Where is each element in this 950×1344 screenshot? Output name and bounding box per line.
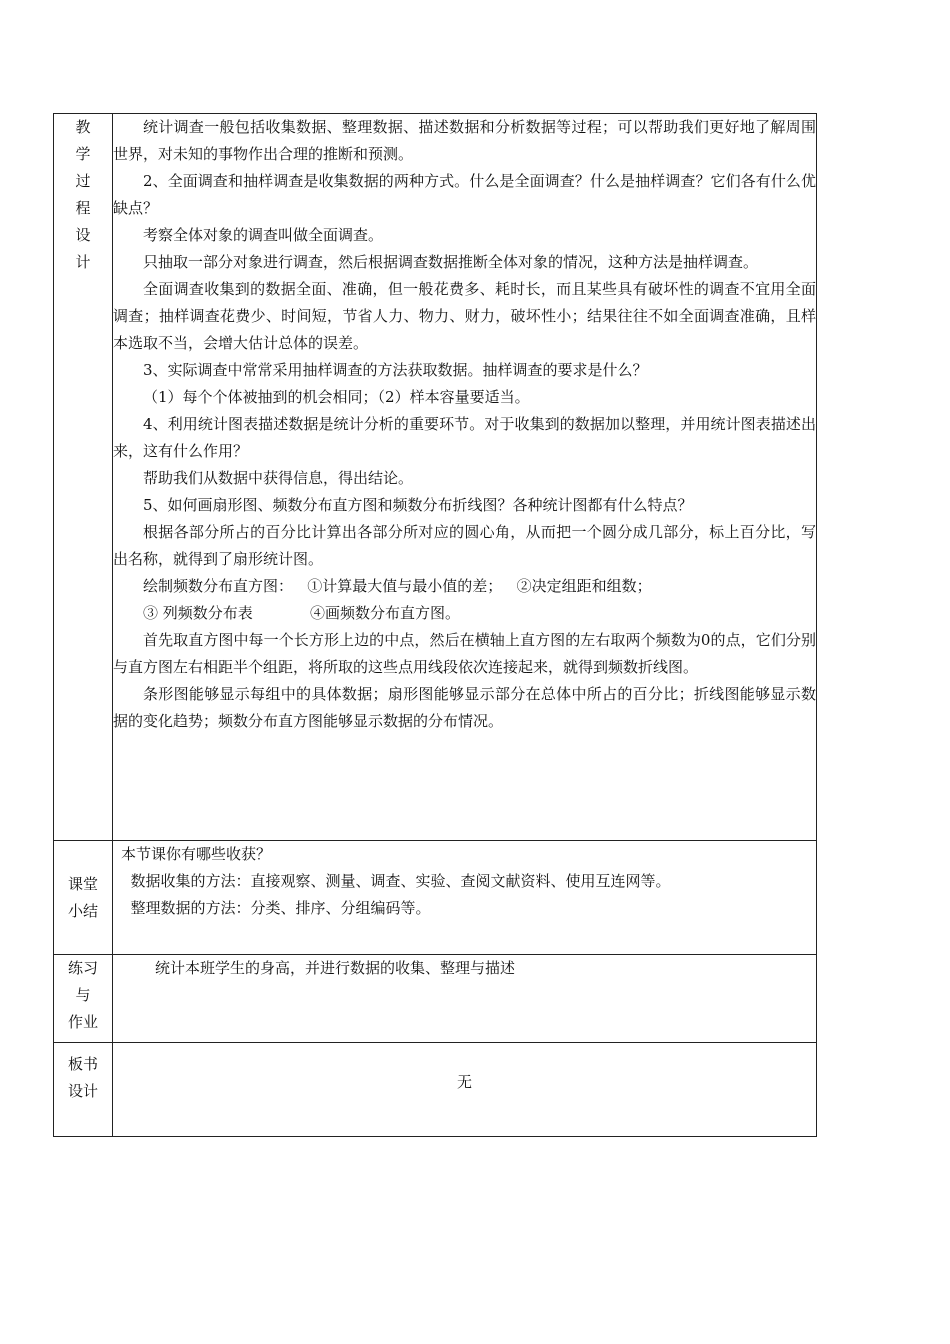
- board-label: 板书 设计: [54, 1043, 113, 1137]
- process-content: [113, 114, 817, 841]
- paragraph: 4、利用统计图表描述数据是统计分析的重要环节。对于收集到的数据加以整理，并用统计图表描述出来，这有什么作用？: [113, 415, 816, 460]
- homework-label: 练习 与 作业: [54, 955, 113, 1043]
- paragraph: 全面调查收集到的数据全面、准确，但一般花费多、耗时长，而且某些具有破坏性的调查不宜用全面调查；抽样调查花费少、时间短，节省人力、物力、财力，破坏性小；结果往往不如全面调查准确，且样本选取不当，会增大估计总体的误差。: [113, 280, 816, 352]
- homework-row: [54, 955, 817, 1043]
- board-text: 无: [456, 1073, 472, 1091]
- summary-line: 数据收集的方法：直接观察、测量、调查、实验、查阅文献资料、使用互连网等。: [121, 872, 671, 890]
- paragraph: 绘制频数分布直方图： ①计算最大值与最小值的差； ②决定组距和组数；: [143, 577, 652, 595]
- paragraph: 2、全面调查和抽样调查是收集数据的两种方式。什么是全面调查？什么是抽样调查？它们各有什么优缺点？: [113, 172, 816, 217]
- summary-line: 本节课你有哪些收获？: [121, 845, 272, 863]
- paragraph: （1）每个个体被抽到的机会相同；（2）样本容量要适当。: [143, 388, 530, 406]
- paragraph: 3、实际调查中常常采用抽样调查的方法获取数据。抽样调查的要求是什么？: [143, 361, 648, 379]
- paragraph: 根据各部分所占的百分比计算出各部分所对应的圆心角，从而把一个圆分成几部分，标上百分比，写出名称，就得到了扇形统计图。: [113, 523, 816, 568]
- homework-content: [113, 955, 817, 1043]
- board-content: [113, 1043, 817, 1137]
- paragraph: 条形图能够显示每组中的具体数据；扇形图能够显示部分在总体中所占的百分比；折线图能够显示数据的变化趋势；频数分布直方图能够显示数据的分布情况。: [113, 685, 816, 730]
- summary-label: 课堂 小结: [54, 841, 113, 955]
- summary-content: [113, 841, 817, 955]
- paragraph: ③ 列频数分布表 ④画频数分布直方图。: [143, 604, 460, 622]
- paragraph: 只抽取一部分对象进行调查，然后根据调查数据推断全体对象的情况，这种方法是抽样调查。: [143, 253, 759, 271]
- summary-line: 整理数据的方法：分类、排序、分组编码等。: [121, 899, 431, 917]
- lesson-plan-table: [53, 113, 817, 1137]
- paragraph: 统计调查一般包括收集数据、整理数据、描述数据和分析数据等过程；可以帮助我们更好地了解周围世界，对未知的事物作出合理的推断和预测。: [113, 118, 816, 163]
- paragraph: 考察全体对象的调查叫做全面调查。: [143, 226, 384, 244]
- board-row: [54, 1043, 817, 1137]
- paragraph: 首先取直方图中每一个长方形上边的中点，然后在横轴上直方图的左右取两个频数为0的点，它们分别与直方图左右相距半个组距，将所取的这些点用线段依次连接起来，就得到频数折线图。: [113, 631, 816, 676]
- paragraph: 5、如何画扇形图、频数分布直方图和频数分布折线图？各种统计图都有什么特点？: [143, 496, 693, 514]
- process-label: 教 学 过 程 设 计: [54, 114, 113, 841]
- process-row: [54, 114, 817, 841]
- paragraph: 帮助我们从数据中获得信息，得出结论。: [143, 469, 414, 487]
- homework-text: 统计本班学生的身高，并进行数据的收集、整理与描述: [155, 959, 516, 977]
- summary-row: [54, 841, 817, 955]
